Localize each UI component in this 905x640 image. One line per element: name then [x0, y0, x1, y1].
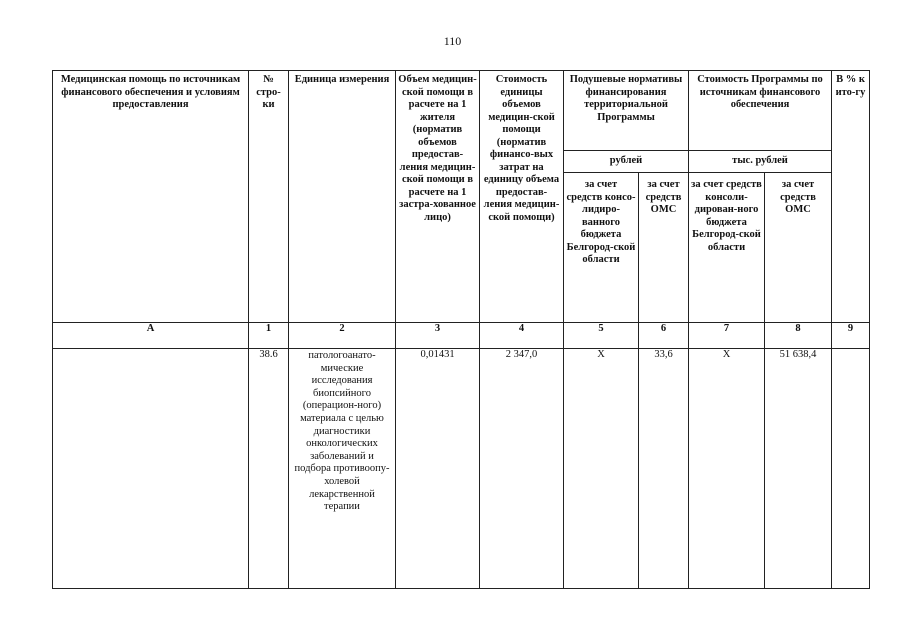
- header-col-1: № стро-ки: [249, 71, 289, 323]
- header-group-program-cost: Стоимость Программы по источникам финансового обеспечения: [689, 71, 832, 151]
- header-unit-thousand-rub: тыс. рублей: [689, 151, 832, 173]
- header-col-4: Стоимость единицы объемов медицин-ской помощи (норматив финансо-вых затрат на единицу объема предостав-ления медицин-ской помощи): [480, 71, 564, 323]
- row-unit: патологоанато-мические исследования биопсийного (операцион-ного) материала с целью диагностики онкологических заболеваний и подбора противоопу-холевой лекарственной терапии: [289, 349, 396, 589]
- row-program-oms: 51 638,4: [765, 349, 832, 589]
- column-number: А: [53, 323, 249, 349]
- row-cost: 2 347,0: [480, 349, 564, 589]
- row-percent: [832, 349, 870, 589]
- column-number: 5: [564, 323, 639, 349]
- column-number: 6: [639, 323, 689, 349]
- column-number: 1: [249, 323, 289, 349]
- column-number: 2: [289, 323, 396, 349]
- column-number: 7: [689, 323, 765, 349]
- header-group-per-capita: Подушевые нормативы финансирования территориальной Программы: [564, 71, 689, 151]
- header-sub-oms-8: за счет средств ОМС: [765, 173, 832, 323]
- header-sub-budget-5: за счет средств консо-лидиро-ванного бюджета Белгород-ской области: [564, 173, 639, 323]
- header-sub-budget-7: за счет средств консоли-дирован-ного бюджета Белгород-ской области: [689, 173, 765, 323]
- row-program-budget: Х: [689, 349, 765, 589]
- header-col-a: Медицинская помощь по источникам финансового обеспечения и условиям предоставления: [53, 71, 249, 323]
- header-col-3: Объем медицин-ской помощи в расчете на 1 жителя (норматив объемов предостав-ления медицин-ской помощи в расчете на 1 застра-хованное лицо): [396, 71, 480, 323]
- financing-table: [52, 70, 870, 589]
- header-unit-rub: рублей: [564, 151, 689, 173]
- row-line-number: 38.6: [249, 349, 289, 589]
- column-number: 3: [396, 323, 480, 349]
- row-per-capita-budget: Х: [564, 349, 639, 589]
- row-volume: 0,01431: [396, 349, 480, 589]
- column-number: 8: [765, 323, 832, 349]
- column-numbers-row: [53, 323, 870, 349]
- header-sub-oms-6: за счет средств ОМС: [639, 173, 689, 323]
- header-col-9: В % к ито-гу: [832, 71, 870, 323]
- header-col-2: Единица измерения: [289, 71, 396, 323]
- table-row: [53, 349, 870, 589]
- column-number: 9: [832, 323, 870, 349]
- row-per-capita-oms: 33,6: [639, 349, 689, 589]
- column-number: 4: [480, 323, 564, 349]
- row-name: [53, 349, 249, 589]
- page-number: 110: [443, 34, 462, 48]
